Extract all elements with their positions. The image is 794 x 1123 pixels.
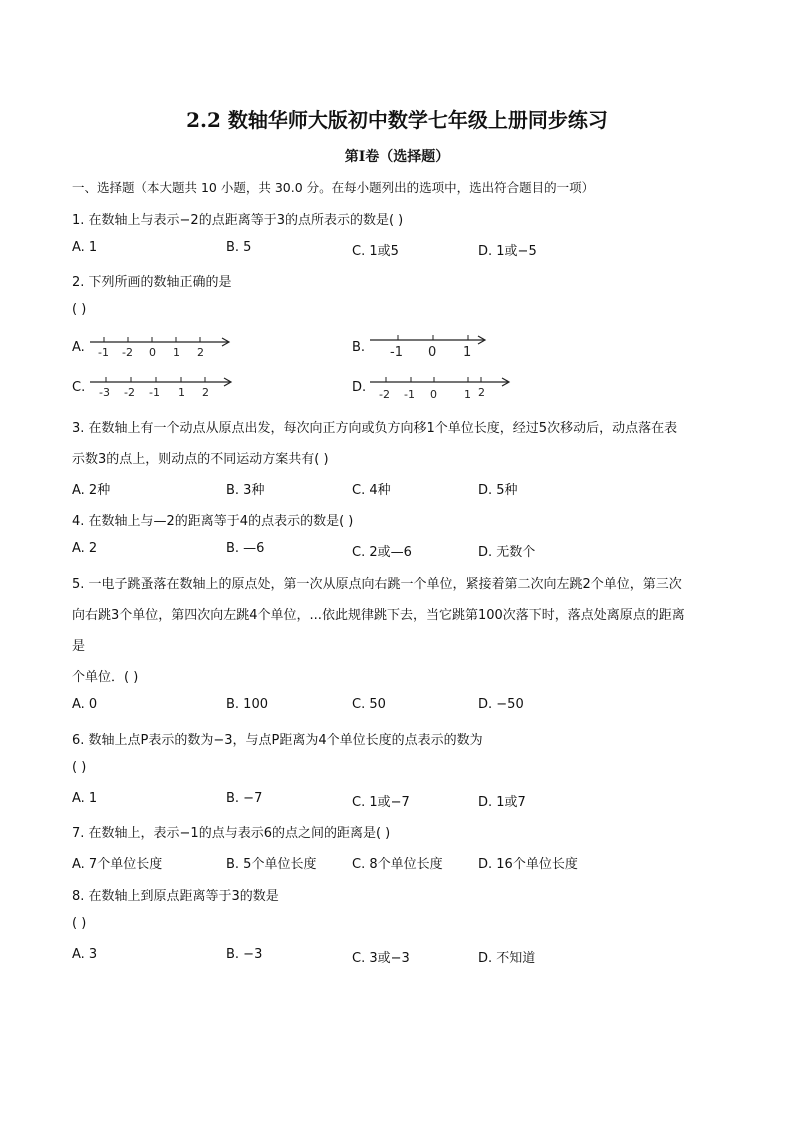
question-5-stem-line-3: 是 (72, 639, 86, 654)
q2-option-b-number-line (368, 328, 493, 364)
axis-c-tick-4: 1 (178, 386, 185, 399)
section-instructions: 一、选择题（本大题共 10 小题，共 30.0 分。在每小题列出的选项中，选出符合题目的一项） (72, 180, 595, 195)
q2-option-c-number-line (88, 370, 238, 404)
question-2-stem: 2. 下列所画的数轴正确的是 (72, 275, 232, 290)
q3-option-c: C. 4种 (352, 483, 391, 498)
q2-option-d-letter: D. (352, 380, 367, 395)
axis-a-tick-1: -1 (98, 346, 109, 359)
q4-option-c: C. 2或—6 (352, 545, 412, 560)
q8-option-c: C. 3或−3 (352, 951, 410, 966)
q7-option-d: D. 16个单位长度 (478, 857, 578, 872)
q7-option-a: A. 7个单位长度 (72, 857, 163, 872)
axis-d-tick-3: 0 (430, 388, 437, 400)
q1-option-b: B. 5 (226, 240, 252, 255)
q3-option-b: B. 3种 (226, 483, 265, 498)
axis-c-tick-5: 2 (202, 386, 209, 399)
q2-option-d-number-line (368, 370, 518, 404)
q6-option-c: C. 1或−7 (352, 795, 410, 810)
axis-d-tick-4: 1 (464, 388, 471, 400)
q5-option-c: C. 50 (352, 697, 386, 712)
axis-c-tick-2: -2 (124, 386, 135, 399)
q8-option-b: B. −3 (226, 947, 263, 962)
q5-option-b: B. 100 (226, 697, 268, 712)
question-8-stem: 8. 在数轴上到原点距离等于3的数是 (72, 889, 279, 904)
axis-a-tick-5: 2 (197, 346, 204, 359)
axis-c-tick-3: -1 (149, 386, 160, 399)
axis-b-tick-2: 0 (428, 345, 437, 360)
q4-option-b: B. —6 (226, 541, 265, 556)
question-4-stem: 4. 在数轴上与—2的距离等于4的点表示的数是( ) (72, 514, 354, 529)
document-title: 2.2 数轴华师大版初中数学七年级上册同步练习 (186, 108, 608, 132)
question-7-stem: 7. 在数轴上，表示−1的点与表示6的点之间的距离是( ) (72, 826, 391, 841)
question-3-stem-line-1: 3. 在数轴上有一个动点从原点出发，每次向正方向或负方向移1个单位长度，经过5次移动后，动点落在表 (72, 421, 678, 436)
question-1-stem: 1. 在数轴上与表示−2的点距离等于3的点所表示的数是( ) (72, 213, 404, 228)
axis-a-tick-3: 0 (149, 346, 156, 359)
axis-b-tick-1: -1 (390, 345, 403, 360)
q2-option-a-number-line (88, 330, 238, 364)
question-8-bracket: ( ) (72, 916, 87, 931)
axis-a-tick-4: 1 (173, 346, 180, 359)
axis-c-tick-1: -3 (99, 386, 110, 399)
question-5-stem-line-1: 5. 一电子跳蚤落在数轴上的原点处，第一次从原点向右跳一个单位，紧接着第二次向左跳2个单位，第三次 (72, 577, 682, 592)
q5-option-d: D. −50 (478, 697, 524, 712)
question-2-bracket: ( ) (72, 302, 87, 317)
axis-d-tick-2: -1 (404, 388, 415, 400)
q2-option-a-letter: A. (72, 340, 85, 355)
q6-option-d: D. 1或7 (478, 795, 526, 810)
q2-option-c-letter: C. (72, 380, 86, 395)
question-5-stem-line-4: 个单位．( ) (72, 670, 139, 685)
q1-option-a: A. 1 (72, 240, 98, 255)
q4-option-d: D. 无数个 (478, 545, 536, 560)
axis-d-tick-5: 2 (478, 386, 485, 399)
q3-option-d: D. 5种 (478, 483, 518, 498)
q6-option-a: A. 1 (72, 791, 98, 806)
q8-option-a: A. 3 (72, 947, 98, 962)
q3-option-a: A. 2种 (72, 483, 111, 498)
section-subtitle: 第Ⅰ卷（选择题） (344, 149, 450, 165)
question-5-stem-line-2: 向右跳3个单位，第四次向左跳4个单位，...依此规律跳下去，当它跳第100次落下时，落点处离原点的距离 (72, 608, 685, 623)
question-6-stem: 6. 数轴上点P表示的数为−3，与点P距离为4个单位长度的点表示的数为 (72, 733, 483, 748)
axis-b-tick-3: 1 (463, 345, 472, 360)
axis-a-tick-2: -2 (122, 346, 133, 359)
axis-d-tick-1: -2 (379, 388, 390, 400)
q5-option-a: A. 0 (72, 697, 98, 712)
question-3-stem-line-2: 示数3的点上，则动点的不同运动方案共有( ) (72, 452, 329, 467)
q4-option-a: A. 2 (72, 541, 98, 556)
q7-option-c: C. 8个单位长度 (352, 857, 443, 872)
q2-option-b-letter: B. (352, 340, 366, 355)
q7-option-b: B. 5个单位长度 (226, 857, 317, 872)
q6-option-b: B. −7 (226, 791, 263, 806)
question-6-bracket: ( ) (72, 760, 87, 775)
q1-option-d: D. 1或−5 (478, 244, 537, 259)
q8-option-d: D. 不知道 (478, 951, 536, 966)
q1-option-c: C. 1或5 (352, 244, 399, 259)
